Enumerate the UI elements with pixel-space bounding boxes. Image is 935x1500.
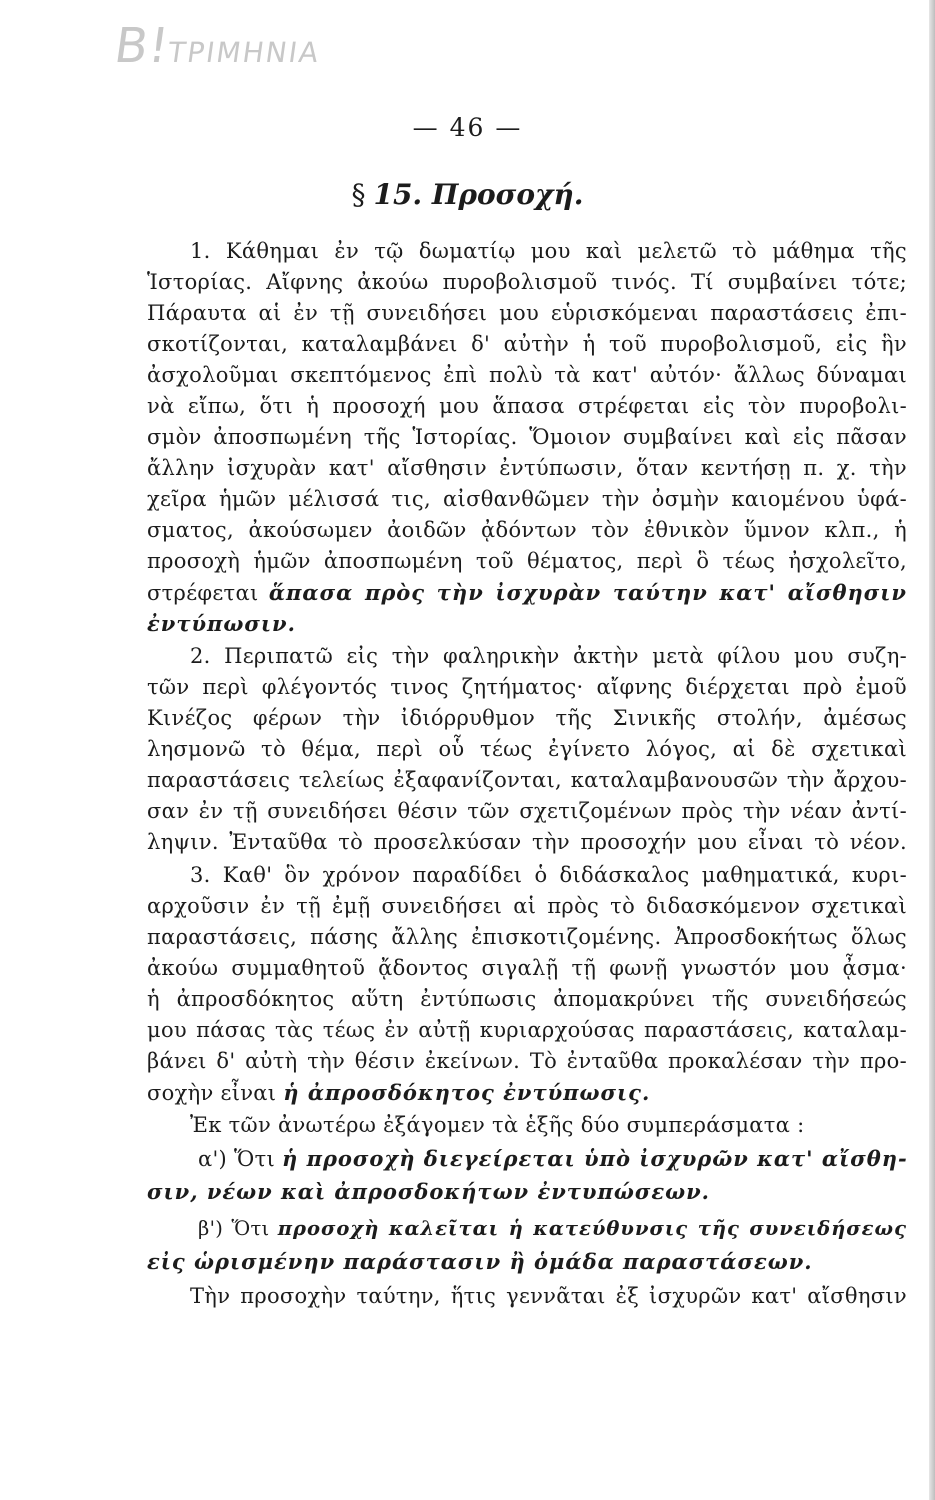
text-segment: σοχὴν εἶναι <box>147 1081 284 1105</box>
text-line <box>147 1077 907 1109</box>
annotation-word: ΤΡΙΜΗΝΙΑ <box>165 36 323 69</box>
text-line: παραστάσεις, πάσης ἄλλης ἐπισκοτιζομένης. Ἀπροσδοκήτως ὅλως <box>147 925 907 949</box>
conclusion-b-line <box>147 1246 907 1278</box>
conclusion-label: α') Ὅτι <box>198 1147 282 1171</box>
text-line: 3. Καθ' ὃν χρόνον παραδίδει ὁ διδάσκαλος μαθηματικά, κυρι- <box>190 863 907 887</box>
emphasis-text: ἐντύπωσιν. <box>147 611 296 636</box>
text-line: σκοτίζονται, καταλαμβάνει δ' αὐτὴν ἡ τοῦ πυροβολισμοῦ, εἰς ἣν <box>147 332 907 356</box>
text-line: χεῖρα ἡμῶν μέλισσά τις, αἰσθανθῶμεν τὴν ὀσμὴν καιομένου ὑφά- <box>147 487 907 511</box>
text-line: 1. Κάθημαι ἐν τῷ δωματίῳ μου καὶ μελετῶ τὸ μάθημα τῆς <box>190 239 907 263</box>
scan-edge <box>929 0 935 1500</box>
handwritten-annotation <box>111 18 325 74</box>
section-title <box>0 178 935 211</box>
annotation-prefix: Β! <box>111 18 174 74</box>
text-segment: στρέφεται <box>147 581 269 605</box>
emphasis-text: ἡ προσοχὴ διεγείρεται ὑπὸ ἰσχυρῶν κατ' αἴσθη- <box>282 1146 908 1171</box>
emphasis-text: εἰς ὡρισμένην παράστασιν ἢ ὁμάδα παραστάσεων. <box>147 1249 813 1274</box>
conclusion-a-line <box>147 1176 907 1208</box>
text-line: προσοχὴ ἡμῶν ἀποσπωμένη τοῦ θέματος, περὶ ὃ τέως ἠσχολεῖτο, <box>147 549 907 573</box>
emphasis-text: προσοχὴ καλεῖται ἡ κατεύθυνσις τῆς συνειδήσεως <box>277 1217 907 1240</box>
text-line: ἀκούω συμμαθητοῦ ᾄδοντος σιγαλῇ τῇ φωνῇ γνωστόν μου ᾆσμα· <box>147 956 907 980</box>
text-line: ἄλλην ἰσχυρὰν κατ' αἴσθησιν ἐντύπωσιν, ὅταν κεντήσῃ π. χ. τὴν <box>147 456 907 480</box>
text-line: Ἱστορίας. Αἴφνης ἀκούω πυροβολισμοῦ τινός. Τί συμβαίνει τότε; <box>147 270 907 294</box>
text-line: ἀσχολοῦμαι σκεπτόμενος ἐπὶ πολὺ τὰ κατ' αὐτόν· ἄλλως δύναμαι <box>147 363 907 387</box>
text-line: αρχοῦσιν ἐν τῇ ἐμῇ συνειδήσει αἱ πρὸς τὸ διδασκόμενον σχετικαὶ <box>147 894 907 918</box>
conclusion-b-line <box>198 1213 907 1244</box>
text-line: σαν ἐν τῇ συνειδήσει θέσιν τῶν σχετιζομένων πρὸς τὴν νέαν ἀντί- <box>147 799 907 823</box>
text-line: βάνει δ' αὐτὴ τὴν θέσιν ἐκείνων. Τὸ ἐνταῦθα προκαλέσαν τὴν προ- <box>147 1049 907 1073</box>
text-line: τῶν περὶ φλέγοντός τινος ζητήματος· αἴφνης διέρχεται πρὸ ἐμοῦ <box>147 675 907 699</box>
text-line: νὰ εἴπω, ὅτι ἡ προσοχή μου ἅπασα στρέφεται εἰς τὸν πυροβολι- <box>147 394 907 418</box>
text-line: ληψιν. Ἐνταῦθα τὸ προσελκύσαν τὴν προσοχήν μου εἶναι τὸ νέον. <box>147 830 907 854</box>
text-line: 2. Περιπατῶ εἰς τὴν φαληρικὴν ἀκτὴν μετὰ φίλου μου συζη- <box>190 644 907 668</box>
text-line <box>147 577 907 609</box>
text-line: ἡ ἀπροσδόκητος αὕτη ἐντύπωσις ἀπομακρύνει τῆς συνειδήσεώς <box>147 987 907 1011</box>
page-number: — 46 — <box>412 113 523 142</box>
emphasis-text: ἅπασα πρὸς τὴν ἰσχυρὰν ταύτην κατ' αἴσθησιν <box>268 580 907 605</box>
text-line: Πάραυτα αἱ ἐν τῇ συνειδήσει μου εὑρισκόμεναι παραστάσεις ἐπι- <box>147 301 907 325</box>
text-line: λησμονῶ τὸ θέμα, περὶ οὗ τέως ἐγίνετο λόγος, αἱ δὲ σχετικαὶ <box>147 737 907 761</box>
text-line: σμὸν ἀποσπωμένη τῆς Ἱστορίας. Ὅμοιον συμβαίνει καὶ εἰς πᾶσαν <box>147 425 907 449</box>
text-line <box>147 608 907 640</box>
text-line: Κινέζος φέρων τὴν ἰδιόρρυθμον τῆς Σινικῆς στολήν, ἀμέσως <box>147 706 907 730</box>
text-line: παραστάσεις τελείως ἐξαφανίζονται, καταλαμβανουσῶν τὴν ἄρχου- <box>147 768 907 792</box>
emphasis-text: ἡ ἀπροσδόκητος ἐντύπωσις. <box>283 1080 651 1105</box>
section-sign: § <box>351 178 366 211</box>
text-line: Ἐκ τῶν ἀνωτέρω ἐξάγομεν τὰ ἑξῆς δύο συμπεράσματα : <box>190 1113 805 1137</box>
conclusion-label: β') Ὅτι <box>198 1217 278 1240</box>
emphasis-text: σιν, νέων καὶ ἀπροσδοκήτων ἐντυπώσεων. <box>147 1179 710 1204</box>
conclusion-a-line <box>198 1143 907 1175</box>
text-line: σματος, ἀκούσωμεν ἀοιδῶν ᾀδόντων τὸν ἐθνικὸν ὕμνον κλπ., ἡ <box>147 518 907 542</box>
section-title-text: 15. Προσοχή. <box>373 178 584 211</box>
text-line: Τὴν προσοχὴν ταύτην, ἥτις γεννᾶται ἐξ ἰσχυρῶν κατ' αἴσθησιν <box>190 1284 907 1308</box>
text-line: μου πάσας τὰς τέως ἐν αὐτῇ κυριαρχούσας παραστάσεις, καταλαμ- <box>147 1018 907 1042</box>
